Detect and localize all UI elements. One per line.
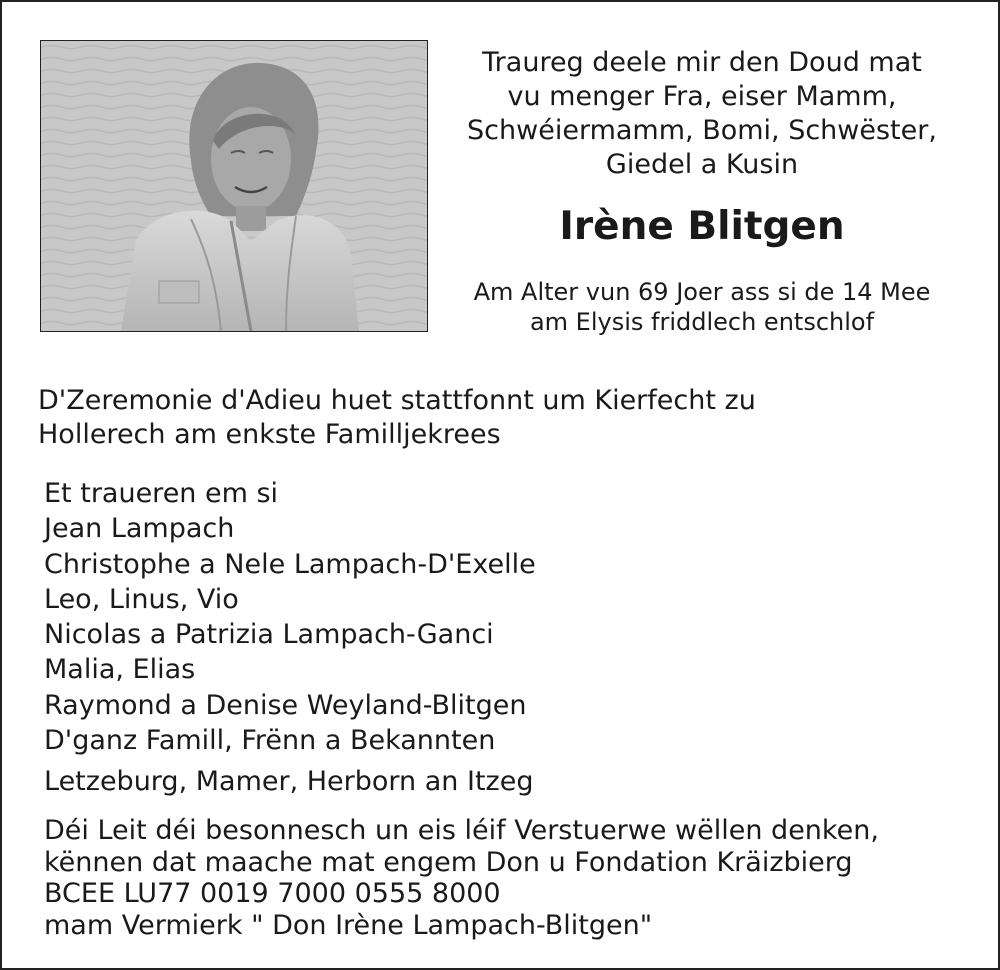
- mourner-entry: D'ganz Famill, Frënn a Bekannten: [44, 725, 496, 757]
- intro-line: Giedel a Kusin: [605, 149, 799, 180]
- mourner-entry: Christophe a Nele Lampach-D'Exelle: [44, 548, 536, 580]
- places-line: Letzeburg, Mamer, Herborn an Itzeg: [44, 766, 534, 797]
- mourner-entry: Malia, Elias: [44, 654, 196, 686]
- mourners-list: [44, 476, 944, 758]
- age-announcement: [442, 277, 962, 337]
- intro-line: Traureg deele mir den Doud mat: [482, 47, 922, 78]
- donation-text: [44, 815, 964, 941]
- age-line: am Elysis friddlech entschlof: [529, 308, 875, 336]
- donation-line: kënnen dat maache mat engem Don u Fondation Kräizbierg: [44, 846, 853, 878]
- intro-line: Schwéiermamm, Bomi, Schwëster,: [467, 115, 937, 146]
- intro-text: [442, 46, 962, 182]
- age-line: Am Alter vun 69 Joer ass si de 14 Mee: [473, 278, 931, 306]
- ceremony-text: [38, 384, 958, 452]
- mourner-entry: Raymond a Denise Weyland-Blitgen: [44, 689, 527, 721]
- deceased-name: Irène Blitgen: [559, 204, 845, 249]
- ceremony-line: D'Zeremonie d'Adieu huet stattfonnt um Kierfecht zu: [38, 385, 756, 416]
- donation-line: Déi Leit déi besonnesch un eis léif Verstuerwe wëllen denken,: [44, 815, 879, 846]
- intro-line: vu menger Fra, eiser Mamm,: [507, 81, 897, 112]
- mourners-heading: Et traueren em si: [44, 478, 279, 509]
- donation-iban: BCEE LU77 0019 7000 0555 8000: [44, 878, 501, 909]
- donation-reference: mam Vermierk " Don Irène Lampach-Blitgen": [44, 909, 653, 941]
- mourner-entry: Nicolas a Patrizia Lampach-Ganci: [44, 619, 494, 651]
- mourner-entry: Jean Lampach: [44, 513, 235, 545]
- portrait-photo: [40, 40, 428, 332]
- mourner-entry: Leo, Linus, Vio: [44, 583, 239, 615]
- ceremony-line: Hollerech am enkste Familljekrees: [38, 419, 501, 450]
